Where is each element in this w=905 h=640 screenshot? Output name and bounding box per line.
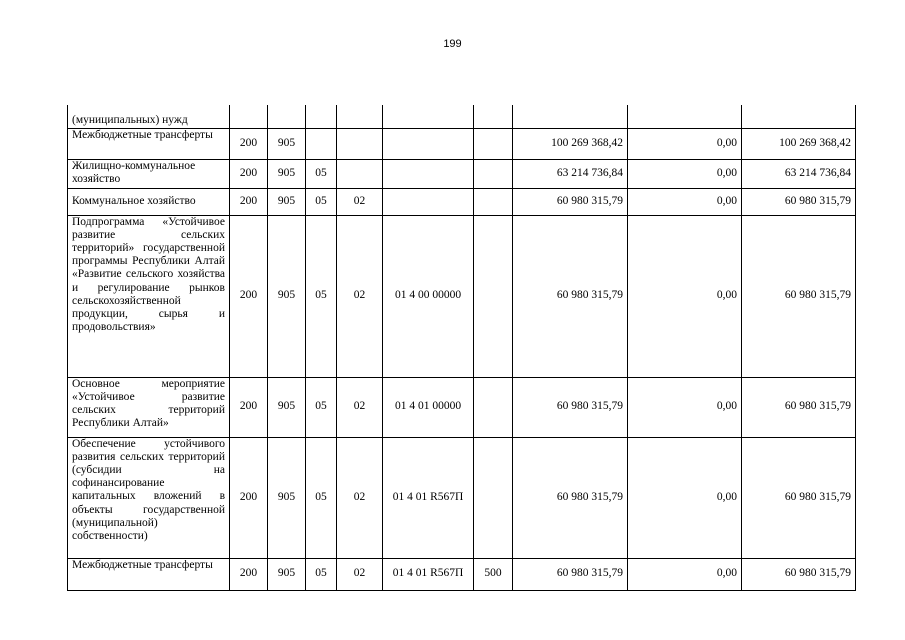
- cell-expense-type: [474, 215, 513, 377]
- cell-subsection: 02: [337, 558, 383, 590]
- cell-section: 05: [306, 558, 337, 590]
- cell-amount-1: 63 214 736,84: [513, 159, 628, 188]
- row-name: Межбюджетные трансферты: [68, 558, 230, 590]
- cell-expense-type: [474, 377, 513, 437]
- cell-subsection: 02: [337, 188, 383, 215]
- cell-code-1: 200: [230, 437, 268, 558]
- row-name: (муниципальных) нужд: [68, 105, 230, 128]
- cell-amount-3: 60 980 315,79: [742, 437, 856, 558]
- cell-target-article: 01 4 01 R567П: [383, 437, 474, 558]
- cell-code-2: 905: [268, 128, 306, 159]
- cell-target-article: 01 4 01 R567П: [383, 558, 474, 590]
- cell-code-1: 200: [230, 159, 268, 188]
- cell-code-1: 200: [230, 377, 268, 437]
- cell-amount-2: 0,00: [628, 188, 742, 215]
- cell-amount-1: [513, 105, 628, 128]
- cell-subsection: [337, 105, 383, 128]
- row-name: Обеспечение устойчивого развития сельских территорий (субсидии на софинансирование капитальных вложений в объекты государственной (муниципальной) собственности): [68, 437, 230, 558]
- table-row: [68, 558, 856, 590]
- cell-code-1: 200: [230, 188, 268, 215]
- cell-amount-1: 60 980 315,79: [513, 437, 628, 558]
- cell-subsection: [337, 128, 383, 159]
- cell-amount-3: 100 269 368,42: [742, 128, 856, 159]
- cell-expense-type: [474, 437, 513, 558]
- cell-amount-2: 0,00: [628, 128, 742, 159]
- cell-expense-type: [474, 105, 513, 128]
- table-row: [68, 437, 856, 558]
- cell-amount-3: 60 980 315,79: [742, 558, 856, 590]
- cell-section: 05: [306, 215, 337, 377]
- cell-amount-2: 0,00: [628, 215, 742, 377]
- page-number: 199: [443, 38, 462, 50]
- table-row: [68, 215, 856, 377]
- row-name: Межбюджетные трансферты: [68, 128, 230, 159]
- cell-amount-3: 63 214 736,84: [742, 159, 856, 188]
- cell-target-article: [383, 159, 474, 188]
- cell-target-article: [383, 188, 474, 215]
- table-row: [68, 128, 856, 159]
- cell-amount-3: 60 980 315,79: [742, 188, 856, 215]
- cell-amount-2: 0,00: [628, 377, 742, 437]
- table-row: [68, 159, 856, 188]
- cell-section: 05: [306, 159, 337, 188]
- cell-target-article: 01 4 00 00000: [383, 215, 474, 377]
- cell-code-1: 200: [230, 215, 268, 377]
- cell-amount-3: 60 980 315,79: [742, 377, 856, 437]
- cell-section: [306, 128, 337, 159]
- cell-amount-2: 0,00: [628, 437, 742, 558]
- cell-expense-type: [474, 159, 513, 188]
- table-row: [68, 188, 856, 215]
- cell-subsection: 02: [337, 215, 383, 377]
- cell-code-2: 905: [268, 377, 306, 437]
- cell-amount-1: 60 980 315,79: [513, 188, 628, 215]
- cell-code-2: 905: [268, 215, 306, 377]
- cell-code-2: 905: [268, 188, 306, 215]
- cell-code-1: 200: [230, 128, 268, 159]
- cell-expense-type: [474, 128, 513, 159]
- cell-code-2: 905: [268, 558, 306, 590]
- cell-target-article: 01 4 01 00000: [383, 377, 474, 437]
- cell-code-2: 905: [268, 159, 306, 188]
- cell-subsection: [337, 159, 383, 188]
- cell-subsection: 02: [337, 377, 383, 437]
- cell-section: 05: [306, 377, 337, 437]
- table-row: [68, 105, 856, 128]
- row-name: Коммунальное хозяйство: [68, 188, 230, 215]
- cell-expense-type: [474, 188, 513, 215]
- row-name: Жилищно-коммунальное хозяйство: [68, 159, 230, 188]
- cell-code-2: [268, 105, 306, 128]
- cell-amount-2: [628, 105, 742, 128]
- cell-code-1: 200: [230, 558, 268, 590]
- cell-code-1: [230, 105, 268, 128]
- cell-code-2: 905: [268, 437, 306, 558]
- cell-section: 05: [306, 188, 337, 215]
- cell-amount-2: 0,00: [628, 159, 742, 188]
- cell-amount-3: [742, 105, 856, 128]
- cell-section: 05: [306, 437, 337, 558]
- table-row: [68, 377, 856, 437]
- budget-table: [67, 105, 856, 591]
- row-name: Основное мероприятие «Устойчивое развитие сельских территорий Республики Алтай»: [68, 377, 230, 437]
- cell-amount-1: 60 980 315,79: [513, 558, 628, 590]
- cell-amount-1: 100 269 368,42: [513, 128, 628, 159]
- cell-amount-1: 60 980 315,79: [513, 215, 628, 377]
- cell-amount-3: 60 980 315,79: [742, 215, 856, 377]
- row-name: Подпрограмма «Устойчивое развитие сельских территорий» государственной программы Республики Алтай «Развитие сельского хозяйства и регулирование рынков сельскохозяйственной продукции, сырья и продовольствия»: [68, 215, 230, 377]
- cell-amount-2: 0,00: [628, 558, 742, 590]
- cell-expense-type: 500: [474, 558, 513, 590]
- cell-target-article: [383, 128, 474, 159]
- cell-section: [306, 105, 337, 128]
- cell-subsection: 02: [337, 437, 383, 558]
- cell-target-article: [383, 105, 474, 128]
- cell-amount-1: 60 980 315,79: [513, 377, 628, 437]
